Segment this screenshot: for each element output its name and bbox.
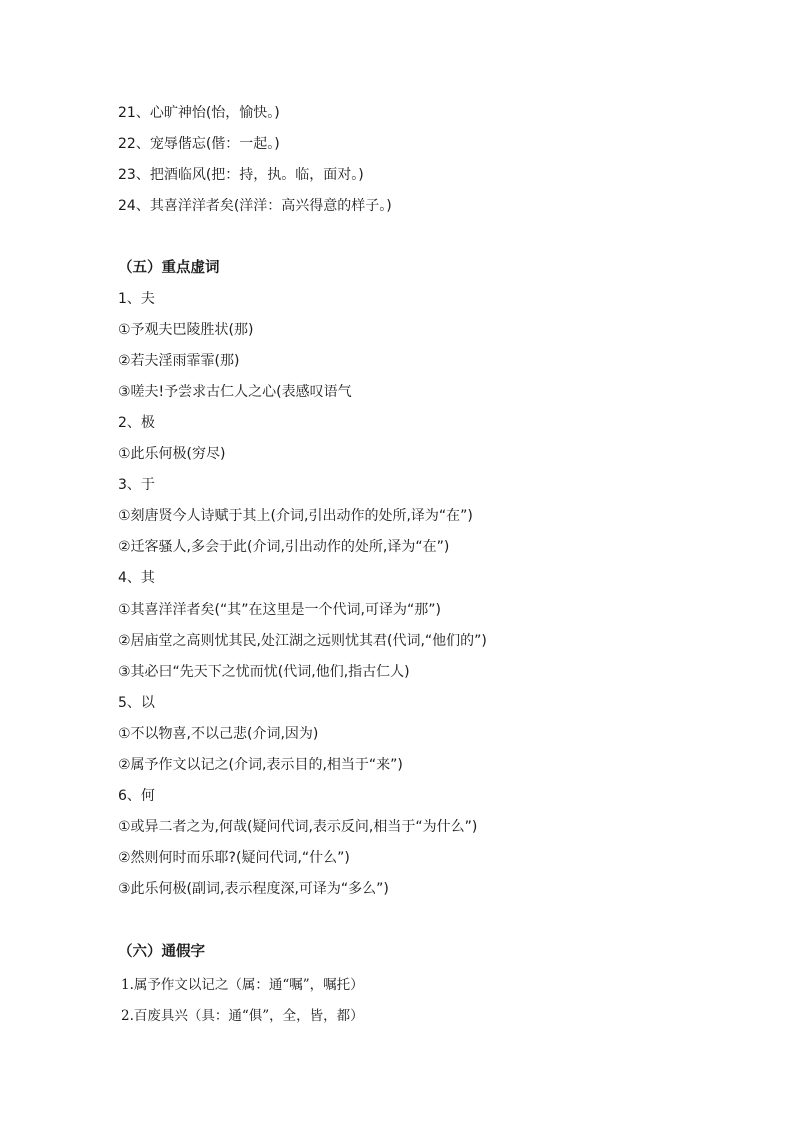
function-word-example: ③此乐何极(副词,表示程度深,可译为“多么”) (118, 881, 389, 897)
function-word-title: 1、夫 (118, 291, 155, 307)
function-word-example: ①其喜洋洋者矣(“其”在这里是一个代词,可译为“那”) (118, 602, 441, 618)
function-word-title: 5、以 (118, 695, 155, 711)
vocab-item-23: 23、把酒临风(把：持，执。临，面对。) (118, 167, 364, 183)
function-word-example: ③其必曰“先天下之忧而忧(代词,他们,指古仁人) (118, 664, 410, 680)
vocab-item-24: 24、其喜洋洋者矣(洋洋：高兴得意的样子。) (118, 198, 392, 214)
vocab-item-21: 21、心旷神怡(怡，愉快。) (118, 105, 280, 121)
loan-character-item: 1.属予作文以记之（属：通“嘱”，嘱托） (121, 977, 364, 993)
function-word-example: ①予观夫巴陵胜状(那) (118, 322, 254, 338)
function-word-title: 4、其 (118, 570, 155, 586)
function-word-example: ②属予作文以记之(介词,表示目的,相当于“来”) (118, 757, 403, 773)
function-word-example: ①不以物喜,不以己悲(介词,因为) (118, 726, 319, 742)
function-word-example: ①刻唐贤今人诗赋于其上(介词,引出动作的处所,译为“在”) (118, 508, 473, 524)
function-word-example: ②若夫淫雨霏霏(那) (118, 353, 240, 369)
function-word-title: 3、于 (118, 477, 155, 493)
vocab-item-22: 22、宠辱偕忘(偕：一起。) (118, 136, 280, 152)
function-word-example: ①或异二者之为,何哉(疑问代词,表示反问,相当于“为什么”) (118, 819, 478, 835)
function-word-example: ②居庙堂之高则忧其民,处江湖之远则忧其君(代词,“他们的”) (118, 633, 487, 649)
section-heading-function-words: （五）重点虚词 (118, 260, 220, 276)
section-heading-loan-characters: （六）通假字 (118, 944, 205, 960)
function-word-example: ①此乐何极(穷尽) (118, 446, 226, 462)
loan-character-item: 2.百废具兴（具：通“俱”，全，皆，都） (121, 1008, 364, 1024)
function-word-example: ②然则何时而乐耶?(疑问代词,“什么”) (118, 850, 350, 866)
function-word-title: 6、何 (118, 788, 155, 804)
function-word-example: ③嗟夫!予尝求古仁人之心(表感叹语气 (118, 384, 352, 400)
function-word-example: ②迁客骚人,多会于此(介词,引出动作的处所,译为“在”) (118, 539, 450, 555)
function-word-title: 2、极 (118, 415, 155, 431)
